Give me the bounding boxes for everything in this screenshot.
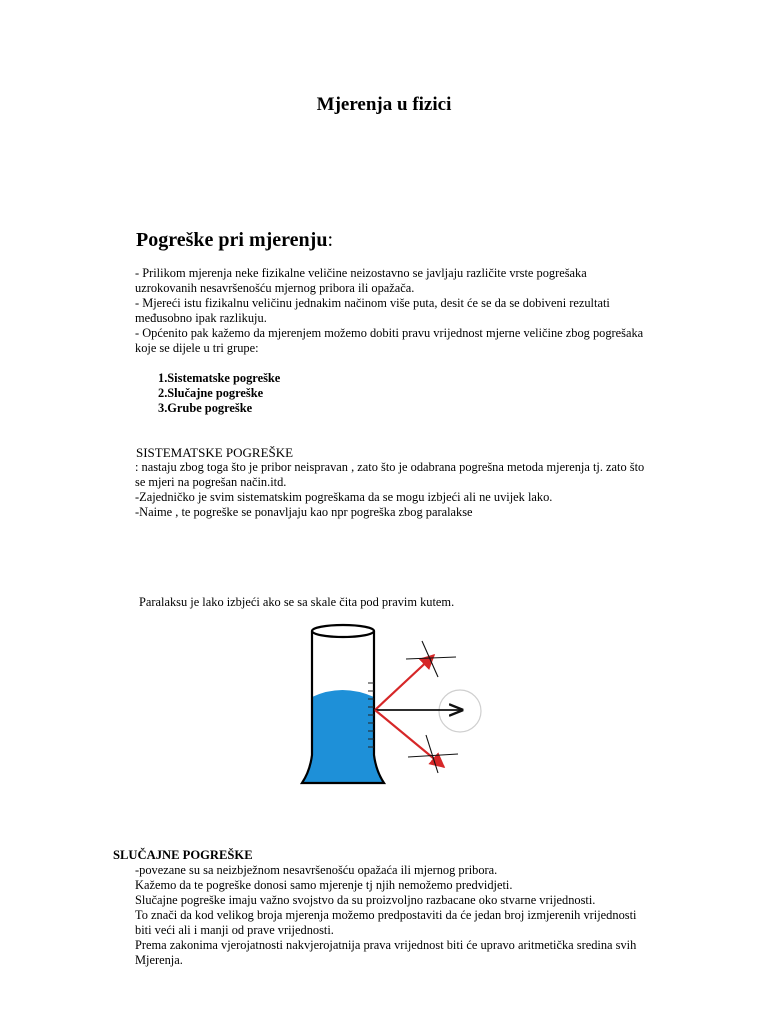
section-heading-text: Pogreške pri mjerenju [136, 229, 328, 251]
section-heading-pogreske [136, 229, 333, 252]
liquid [302, 690, 384, 783]
paragraph-line: biti veći ali i manji od prave vrijednosti. [135, 923, 334, 937]
paragraph-line: se mjeri na pogrešan način.itd. [135, 475, 287, 489]
paragraph-line: međusobno ipak razlikuju. [135, 311, 267, 325]
list-item: 1.Sistematske pogreške [158, 371, 281, 385]
paragraph-line: -povezane su sa neizbježnom nesavršenošću opažaća ili mjernog pribora. [135, 863, 498, 877]
paragraph-line: Prema zakonima vjerojatnosti nakvjerojatnija prava vrijednost biti će upravo aritmetička sredina svih [135, 938, 637, 952]
sistematske-paragraph [135, 460, 644, 520]
error-types-list [158, 371, 280, 416]
paragraph-line: Slučajne pogreške imaju važno svojstvo da su proizvoljno razbacane oko stvarne vrijednosti. [135, 893, 596, 907]
paragraph-line: Kažemo da te pogreške donosi samo mjerenje tj njih nemožemo predvidjeti. [135, 878, 513, 892]
sistematske-heading: SISTEMATSKE POGREŠKE [136, 445, 294, 460]
paragraph-line: To znači da kod velikog broja mjerenja možemo predpostaviti da će jedan broj izmjerenih vrijednosti [135, 908, 637, 922]
slucajne-paragraph [135, 863, 636, 968]
cylinder-rim [312, 625, 374, 637]
paragraph-line: -Zajedničko je svim sistematskim pogreškama da se mogu izbjeći ali ne uvijek lako. [135, 490, 553, 504]
intro-paragraph [135, 266, 643, 356]
measuring-cylinder-figure [296, 621, 482, 807]
eye-circle [439, 690, 481, 732]
paragraph-line: koje se dijele u tri grupe: [135, 341, 259, 355]
list-item: 3.Grube pogreške [158, 401, 253, 415]
paragraph-line: : nastaju zbog toga što je pribor neispravan , zato što je odabrana pogrešna metoda mjerenja tj. zato što [135, 460, 645, 474]
cross-marks [406, 641, 458, 773]
list-item: 2.Slučajne pogreške [158, 386, 264, 400]
paragraph-line: - Mjereći istu fizikalnu veličinu jednakim načinom više puta, desit će se da se dobiveni rezultati [135, 296, 610, 310]
paralaksa-note: Paralaksu je lako izbjeći ako se sa skale čita pod pravim kutem. [139, 595, 455, 609]
arrow-up-red [375, 655, 434, 710]
page-title: Mjerenja u fizici [316, 94, 452, 115]
paragraph-line: -Naime , te pogreške se ponavljaju kao npr pogreška zbog paralakse [135, 505, 473, 519]
slucajne-heading: SLUČAJNE POGREŠKE [113, 848, 253, 862]
paragraph-line: - Prilikom mjerenja neke fizikalne veličine neizostavno se javljaju različite vrste pogrešaka [135, 266, 587, 280]
paragraph-line: Mjerenja. [135, 953, 183, 967]
paragraph-line: uzrokovanih nesavršenošću mjernog pribora ili opažača. [135, 281, 415, 295]
paragraph-line: - Općenito pak kažemo da mjerenjem možemo dobiti pravu vrijednost mjerne veličine zbog pogrešaka [135, 326, 644, 340]
section-heading-colon: : [327, 229, 334, 251]
